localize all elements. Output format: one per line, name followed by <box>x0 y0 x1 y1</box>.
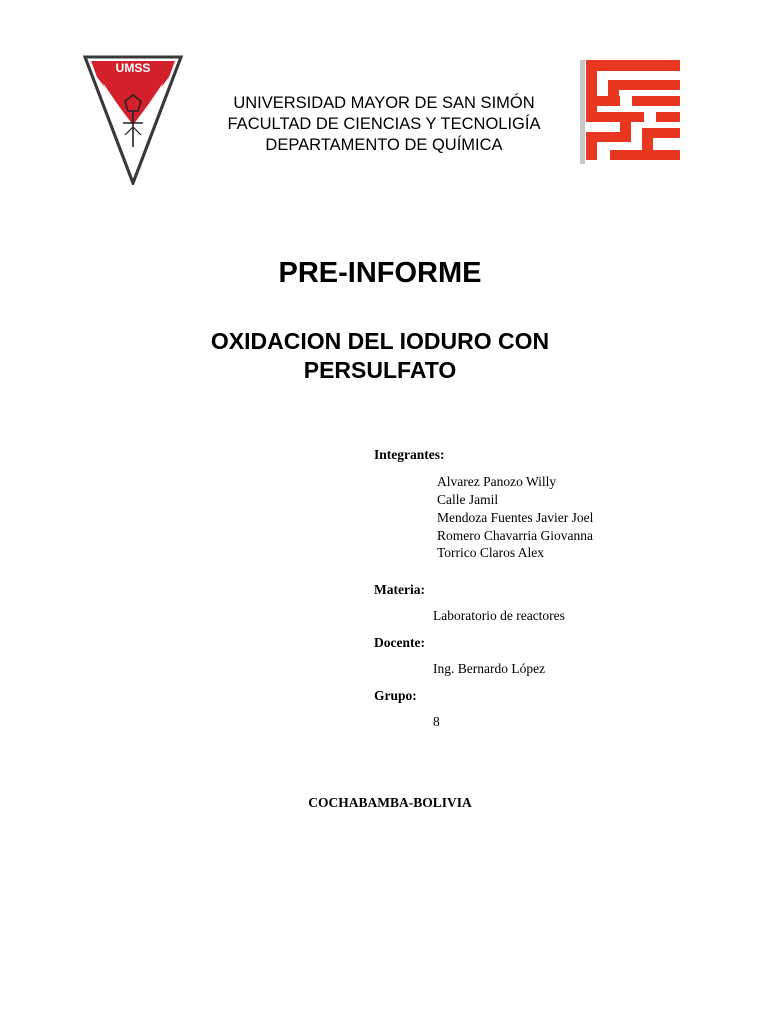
document-type: PRE-INFORME <box>278 257 482 289</box>
group-value: 8 <box>433 714 440 729</box>
member-name: Calle Jamil <box>437 492 499 507</box>
umss-badge-text: UMSS <box>115 61 151 75</box>
location-footer: COCHABAMBA-BOLIVIA <box>308 795 472 810</box>
faculty-name: FACULTAD DE CIENCIAS Y TECNOLIGÍA <box>227 115 541 133</box>
teacher-value: Ing. Bernardo López <box>433 661 546 676</box>
document-title: OXIDACION DEL IODURO CON PERSULFATO <box>210 328 550 383</box>
university-name: UNIVERSIDAD MAYOR DE SAN SIMÓN <box>233 94 535 112</box>
subject-label: Materia: <box>374 582 425 597</box>
member-name: Mendoza Fuentes Javier Joel <box>437 510 594 525</box>
member-name: Alvarez Panozo Willy <box>437 474 557 489</box>
member-name: Romero Chavarria Giovanna <box>437 528 593 543</box>
umss-logo <box>83 55 183 185</box>
member-name: Torrico Claros Alex <box>437 545 545 560</box>
group-label: Grupo: <box>374 688 417 703</box>
department-name: DEPARTAMENTO DE QUÍMICA <box>265 136 503 154</box>
members-label: Integrantes: <box>374 447 445 462</box>
fcyt-logo <box>580 60 682 164</box>
subject-value: Laboratorio de reactores <box>433 608 565 623</box>
teacher-label: Docente: <box>374 635 425 650</box>
